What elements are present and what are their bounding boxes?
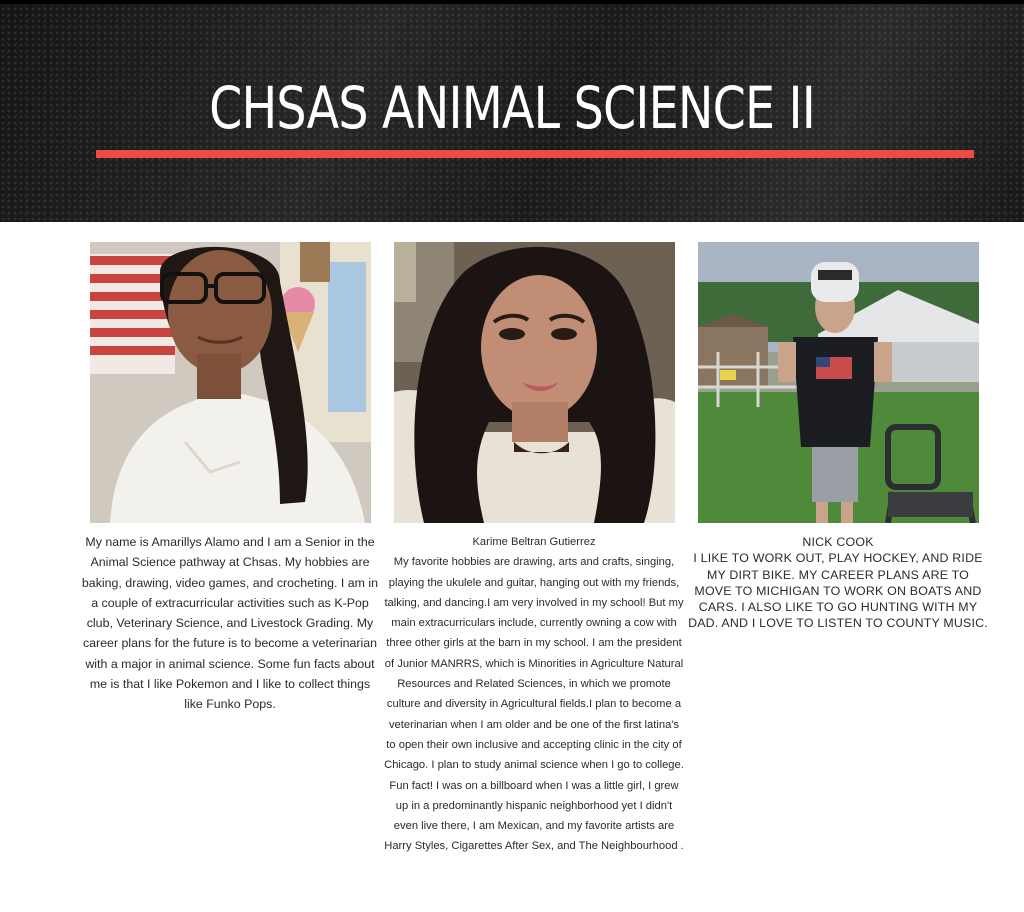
student-bio-1: My name is Amarillys Alamo and I am a Senior in the Animal Science pathway at Chsas. My hobbies are baking, drawing, video games, and crocheting. I am in a couple of extracurricular activities such as K-Pop club, Veterinary Science, and Livestock Grading. My career plans for the future is to become a veterinarian with a major in animal science. Some fun facts about me is that I like Pokemon and I like to collect things like Funko Pops. <box>81 535 379 712</box>
student-photo-icon <box>90 242 371 523</box>
title-underline <box>96 150 974 158</box>
student-photo-icon <box>698 242 979 523</box>
student-photo-3 <box>698 242 979 523</box>
student-name-3: NICK COOK <box>802 535 874 549</box>
page-header <box>0 0 1024 222</box>
student-photo-1 <box>90 242 371 523</box>
student-card-text-2 <box>384 532 684 857</box>
student-name-2: Karime Beltran Gutierrez <box>472 536 596 548</box>
student-bio-2: My favorite hobbies are drawing, arts and crafts, singing, playing the ukulele and guitar, hanging out with my friends, talking, and dancing.I am very involved in my school! But my main extracurriculars include, currently owning a cow with three other girls at the barn in my school. I am the president of Junior MANRRS, which is Minorities in Agriculture Natural Resources and Related Sciences, in which we promote culture and diversity in Agricultural fields.I plan to become a veterinarian when I am older and be one of the first latina's to open their own inclusive and accepting clinic in the city of Chicago. I plan to study animal science when I go to college. Fun fact! I was on a billboard when I was a little girl, I grew up in a predominantly hispanic neighborhood yet I didn't even live there, I am Mexican, and my favorite artists are Harry Styles, Cigarettes After Sex, and The Neighbourhood . <box>384 556 684 853</box>
page-title: CHSAS ANIMAL SCIENCE II <box>209 74 815 142</box>
header-top-strip <box>0 0 1024 4</box>
student-card-text-3 <box>688 534 988 632</box>
student-bio-3: I LIKE TO WORK OUT, PLAY HOCKEY, AND RIDE MY DIRT BIKE. MY CAREER PLANS ARE TO MOVE TO MICHIGAN TO WORK ON BOATS AND CARS. I ALSO LIKE TO GO HUNTING WITH MY DAD. AND I LOVE TO LISTEN TO COUNTY MUSIC. <box>688 551 988 631</box>
student-photo-2 <box>394 242 675 523</box>
student-photo-icon <box>394 242 675 523</box>
